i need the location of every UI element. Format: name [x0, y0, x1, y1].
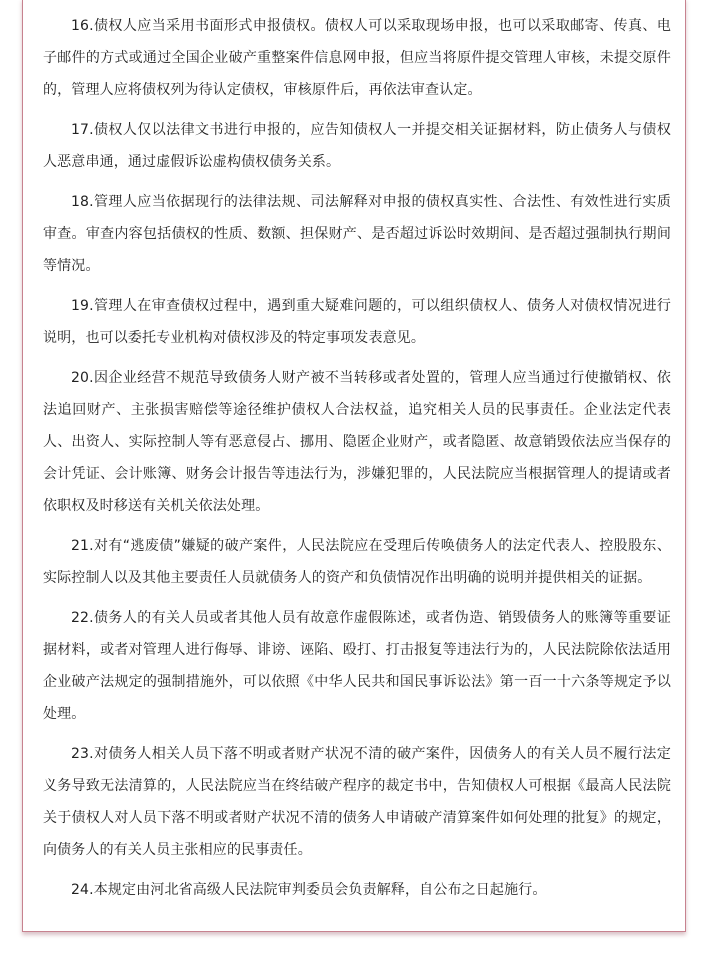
paragraph-20: 20.因企业经营不规范导致债务人财产被不当转移或者处置的，管理人应当通过行使撤销权、依法追回财产、主张损害赔偿等途径维护债权人合法权益，追究相关人员的民事责任。企业法定代表人、出资人、实际控制人等有恶意侵占、挪用、隐匿企业财产，或者隐匿、故意销毁依法应当保存的会计凭证、会计账簿、财务会计报告等违法行为，涉嫌犯罪的，人民法院应当根据管理人的提请或者依职权及时移送有关机关依法处理。	[43, 370, 671, 514]
document-body	[43, 10, 671, 914]
paragraph-18: 18.管理人应当依据现行的法律法规、司法解释对申报的债权真实性、合法性、有效性进行实质审查。审查内容包括债权的性质、数额、担保财产、是否超过诉讼时效期间、是否超过强制执行期间等情况。	[43, 194, 671, 274]
paragraph-24: 24.本规定由河北省高级人民法院审判委员会负责解释，自公布之日起施行。	[71, 882, 547, 898]
paragraph-16: 16.债权人应当采用书面形式申报债权。债权人可以采取现场申报，也可以采取邮寄、传真、电子邮件的方式或通过全国企业破产重整案件信息网申报，但应当将原件提交管理人审核，未提交原件的，管理人应将债权列为待认定债权，审核原件后，再依法审查认定。	[43, 18, 671, 98]
paragraph-17: 17.债权人仅以法律文书进行申报的，应告知债权人一并提交相关证据材料，防止债务人与债权人恶意串通，通过虚假诉讼虚构债权债务关系。	[43, 122, 671, 170]
paragraph-21: 21.对有“逃废债”嫌疑的破产案件，人民法院应在受理后传唤债务人的法定代表人、控股股东、实际控制人以及其他主要责任人员就债务人的资产和负债情况作出明确的说明并提供相关的证据。	[43, 538, 671, 586]
paragraph-19: 19.管理人在审查债权过程中，遇到重大疑难问题的，可以组织债权人、债务人对债权情况进行说明，也可以委托专业机构对债权涉及的特定事项发表意见。	[43, 298, 671, 346]
paragraph-23: 23.对债务人相关人员下落不明或者财产状况不清的破产案件，因债务人的有关人员不履行法定义务导致无法清算的，人民法院应当在终结破产程序的裁定书中，告知债权人可根据《最高人民法院关于债权人对人员下落不明或者财产状况不清的债务人申请破产清算案件如何处理的批复》的规定，向债务人的有关人员主张相应的民事责任。	[43, 746, 671, 858]
paragraph-22: 22.债务人的有关人员或者其他人员有故意作虚假陈述，或者伪造、销毁债务人的账簿等重要证据材料，或者对管理人进行侮辱、诽谤、诬陷、殴打、打击报复等违法行为的，人民法院除依法适用企业破产法规定的强制措施外，可以依照《中华人民共和国民事诉讼法》第一百一十六条等规定予以处理。	[43, 610, 671, 722]
